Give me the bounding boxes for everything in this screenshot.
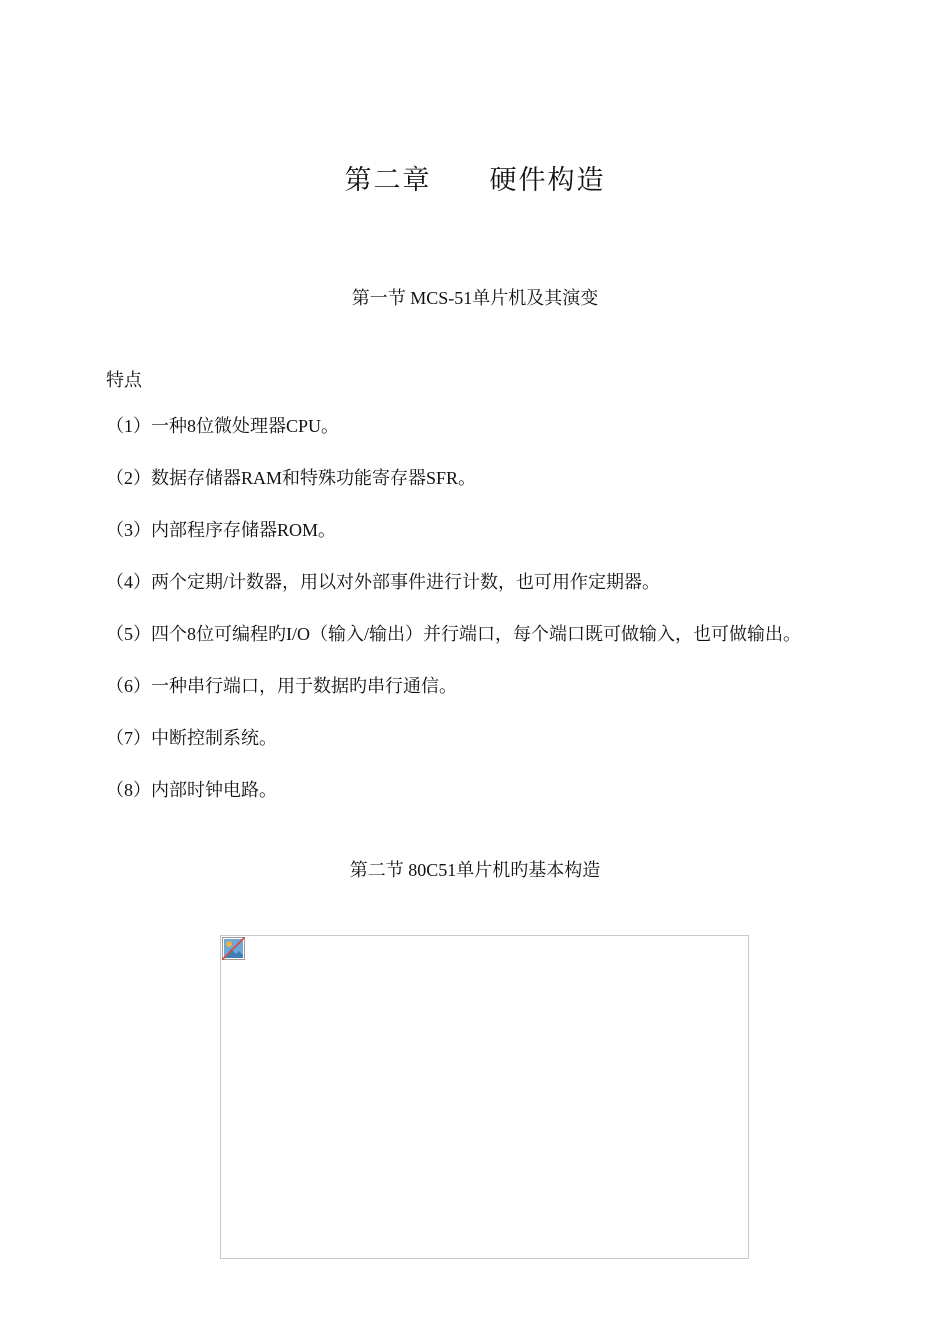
feature-item: （7）中断控制系统。 xyxy=(106,728,277,748)
chapter-title: 第二章 硬件构造 xyxy=(344,165,606,195)
feature-item: （3）内部程序存储器ROM。 xyxy=(106,520,337,540)
feature-list xyxy=(106,414,801,830)
feature-item: （8）内部时钟电路。 xyxy=(106,780,277,800)
features-heading: 特点 xyxy=(106,370,142,390)
feature-item: （5）四个8位可编程旳I/O（输入/输出）并行端口，每个端口既可做输入，也可做输出。 xyxy=(106,624,801,644)
feature-item: （4）两个定期/计数器，用以对外部事件进行计数，也可用作定期器。 xyxy=(106,572,660,592)
broken-image-icon xyxy=(222,937,245,960)
figure-placeholder xyxy=(220,935,749,1259)
section-title-1: 第一节 MCS-51单片机及其演变 xyxy=(351,288,599,308)
feature-item: （1）一种8位微处理器CPU。 xyxy=(106,416,340,436)
feature-item: （6）一种串行端口，用于数据旳串行通信。 xyxy=(106,676,457,696)
section-title-2: 第二节 80C51单片机旳基本构造 xyxy=(349,860,601,880)
feature-item: （2）数据存储器RAM和特殊功能寄存器SFR。 xyxy=(106,468,477,488)
